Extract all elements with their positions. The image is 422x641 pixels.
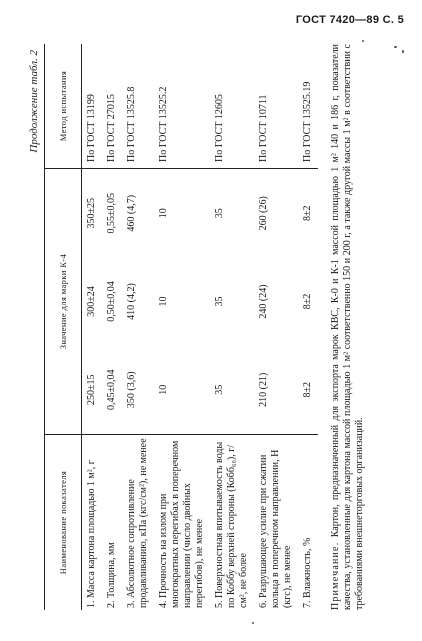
table-row: 3. Абсолютное сопротивление продавливанию, кПа (кгс/см²), не менее 350 (3,6) 410 (4,2) 460 (4,7) По ГОСТ 13525.8 bbox=[122, 44, 154, 610]
header-method: Метод испытания bbox=[45, 44, 82, 169]
header-value: Значение для марки К-4 bbox=[45, 169, 82, 435]
scan-speck bbox=[362, 40, 364, 42]
table-caption: Продолжение табл. 2 bbox=[28, 50, 40, 153]
scan-speck bbox=[252, 622, 254, 624]
note-label: Примечание. bbox=[330, 541, 341, 610]
scan-speck bbox=[402, 50, 404, 53]
note-text: Картон, предназначенный для экспорта марок КВС, К-0 и К-1 массой площадью 1 м² 140 и 186 г, показатели качества, установленные для картона массой площадью 1 м² соответственно 150 и 200 г, а также другой массы 1 м² в соответствии с требованиями внешнеторговых организаций. bbox=[330, 43, 365, 610]
table-row: 1. Масса картона площадью 1 м², г 250±15 300±24 350±25 По ГОСТ 13199 bbox=[82, 44, 103, 610]
table-row: 7. Влажность, % 8±2 8±2 8±2 По ГОСТ 13525.19 bbox=[298, 44, 318, 610]
table-row: 4. Прочность на излом при многократных перегибах в поперечном направлении (число двойных перегибов), не менее 10 10 10 По ГОСТ 13525.2 bbox=[154, 44, 210, 610]
scan-speck bbox=[394, 46, 397, 48]
document-reference: ГОСТ 7420—89 С. 5 bbox=[295, 14, 404, 26]
table-row: 2. Толщина, мм 0,45±0,04 0,50±0,04 0,55±0,05 По ГОСТ 27015 bbox=[102, 44, 122, 610]
properties-table bbox=[44, 44, 318, 610]
table-row: 5. Поверхностная впитываемость воды по Коббу верхней стороны (Кобб₆₀), г/см², не более 35 35 35 По ГОСТ 12605 bbox=[210, 44, 254, 610]
rotated-table-page bbox=[28, 44, 384, 610]
table-note bbox=[330, 44, 366, 610]
table-row: 6. Разрушающее усилие при сжатии кольца в поперечном направлении, Н (кгс), не менее 210 (21) 240 (24) 260 (26) По ГОСТ 10711 bbox=[254, 44, 298, 610]
header-name: Наименование показателя bbox=[45, 435, 82, 611]
